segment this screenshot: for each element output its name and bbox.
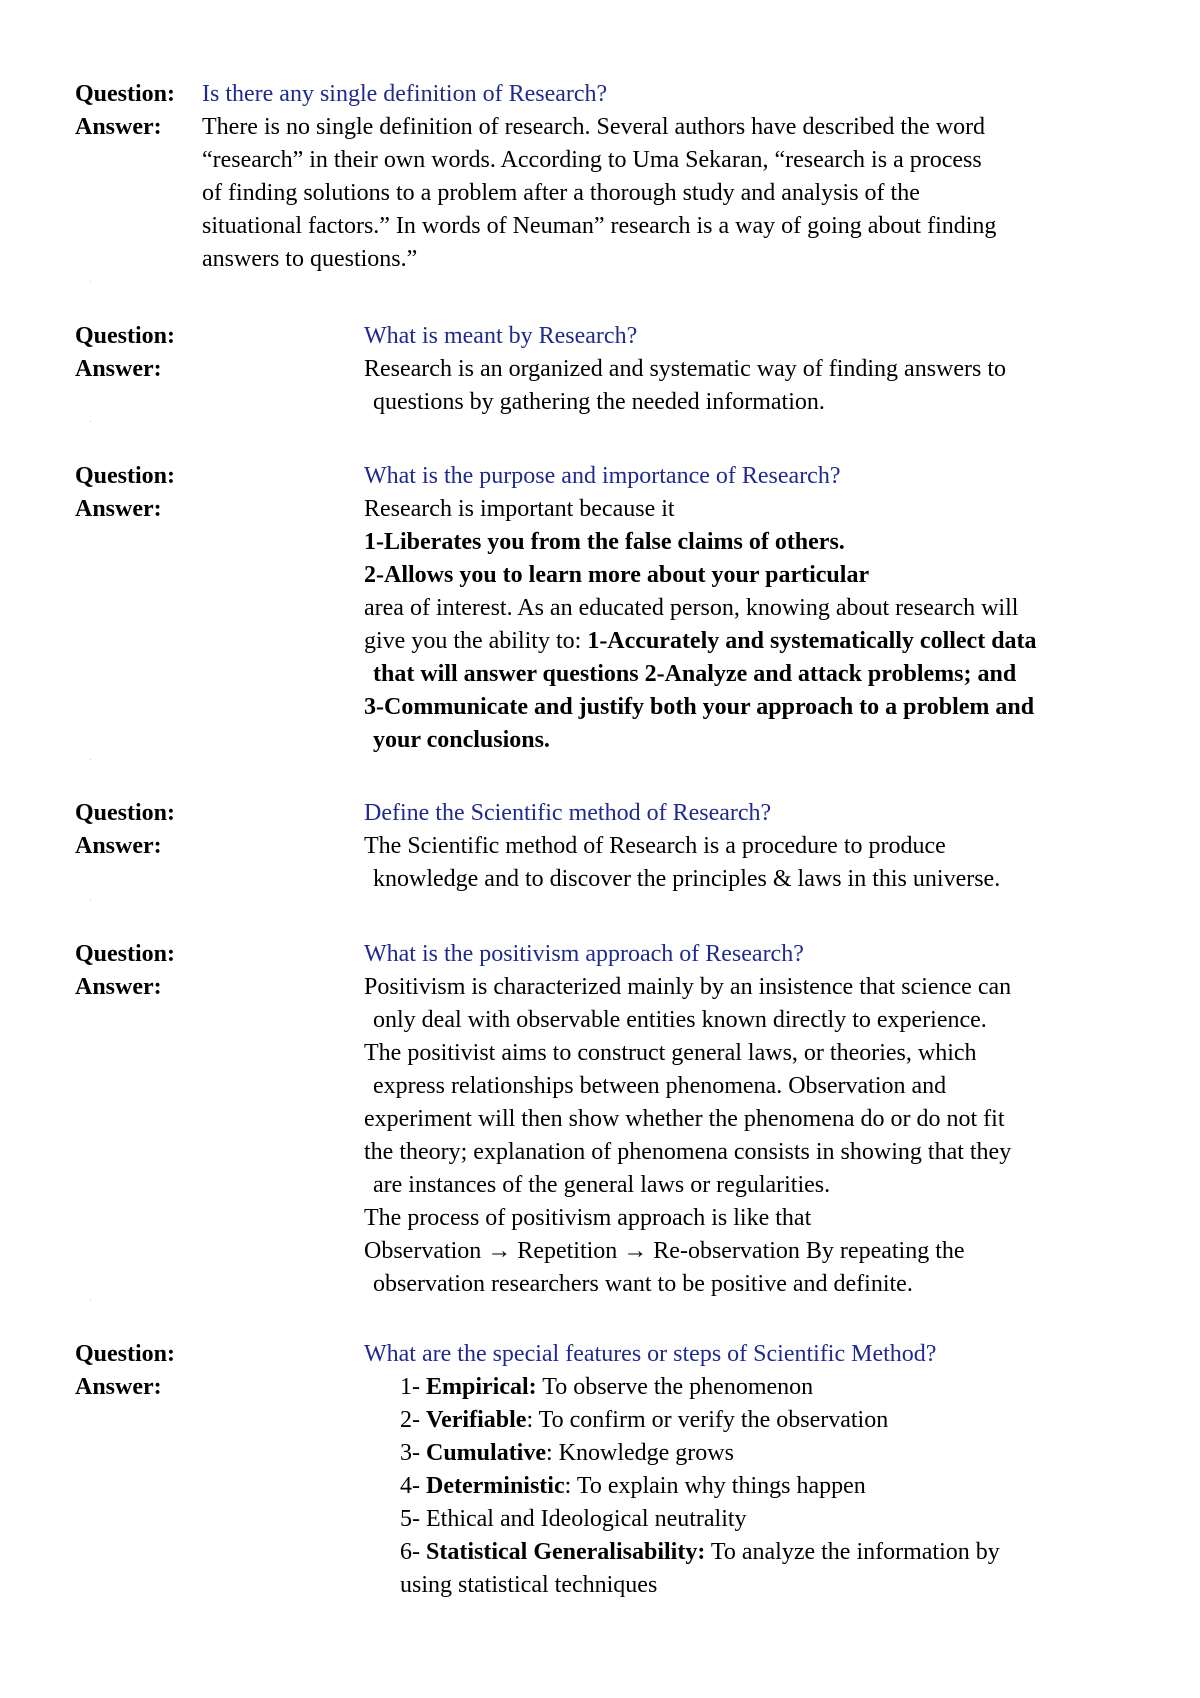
answer-line: area of interest. As an educated person, knowing about research will bbox=[364, 595, 1019, 621]
step-desc: : To explain why things happen bbox=[564, 1473, 866, 1499]
step-number: 2- bbox=[400, 1407, 426, 1433]
qa-block-5 bbox=[75, 938, 1185, 1301]
qa-block-3 bbox=[75, 460, 1185, 757]
question-label: Question: bbox=[75, 463, 176, 489]
qa-block-6 bbox=[75, 1338, 1185, 1602]
qa-block-4 bbox=[75, 797, 1185, 896]
answer-line: of finding solutions to a problem after a thorough study and analysis of the bbox=[202, 180, 920, 206]
steps-list bbox=[364, 1371, 1185, 1602]
answer-line-bold: 1-Accurately and systematically collect data bbox=[587, 628, 1037, 654]
question-label: Question: bbox=[75, 1341, 176, 1367]
question-label: Question: bbox=[75, 800, 176, 826]
answer-line: Research is important because it bbox=[364, 496, 675, 522]
answer-line: Observation → Repetition → Re-observation By repeating the bbox=[364, 1238, 965, 1264]
question-text: What is the positivism approach of Research? bbox=[364, 941, 804, 967]
answer-line: are instances of the general laws or regularities. bbox=[373, 1172, 831, 1198]
answer-line: the theory; explanation of phenomena consists in showing that they bbox=[364, 1139, 1012, 1165]
answer-line: Research is an organized and systematic way of finding answers to bbox=[364, 356, 1007, 382]
answer-line: situational factors.” In words of Neuman” research is a way of going about finding bbox=[202, 213, 997, 239]
step-number: 3- bbox=[400, 1440, 426, 1466]
answer-body bbox=[364, 830, 1185, 896]
divider-mark bbox=[90, 281, 91, 282]
divider-mark bbox=[90, 759, 91, 760]
step-desc: Ethical and Ideological neutrality bbox=[426, 1506, 747, 1532]
step-number: 1- bbox=[400, 1374, 426, 1400]
step-item bbox=[400, 1536, 1185, 1569]
step-desc: : To confirm or verify the observation bbox=[526, 1407, 889, 1433]
step-item bbox=[400, 1371, 1185, 1404]
qa-block-2 bbox=[75, 320, 1185, 419]
step-item bbox=[400, 1503, 1185, 1536]
step-number: 5- bbox=[400, 1506, 426, 1532]
step-desc: : Knowledge grows bbox=[546, 1440, 734, 1466]
qa-block-1 bbox=[75, 78, 1185, 276]
divider-mark bbox=[90, 900, 91, 901]
question-text: Is there any single definition of Research? bbox=[202, 81, 608, 107]
step-number: 4- bbox=[400, 1473, 426, 1499]
question-text: What is the purpose and importance of Research? bbox=[364, 463, 841, 489]
question-text: What is meant by Research? bbox=[364, 323, 638, 349]
answer-line: express relationships between phenomena. Observation and bbox=[373, 1073, 947, 1099]
divider-mark bbox=[90, 1300, 91, 1301]
answer-line: questions by gathering the needed information. bbox=[373, 389, 825, 415]
step-desc: To analyze the information by bbox=[705, 1539, 1000, 1565]
answer-line: The process of positivism approach is like that bbox=[364, 1205, 812, 1231]
step-term: Deterministic bbox=[426, 1473, 565, 1499]
answer-line: “research” in their own words. According to Uma Sekaran, “research is a process bbox=[202, 147, 982, 173]
answer-line: answers to questions.” bbox=[202, 246, 418, 272]
answer-line-bold: 3-Communicate and justify both your approach to a problem and bbox=[364, 694, 1035, 720]
step-term: Statistical Generalisability: bbox=[426, 1539, 706, 1565]
step-term: Empirical: bbox=[426, 1374, 537, 1400]
answer-label: Answer: bbox=[75, 356, 162, 382]
answer-body bbox=[202, 111, 1185, 276]
question-text: What are the special features or steps of Scientific Method? bbox=[364, 1341, 937, 1367]
answer-line: The positivist aims to construct general laws, or theories, which bbox=[364, 1040, 977, 1066]
answer-line: give you the ability to: bbox=[364, 628, 588, 654]
step-item bbox=[400, 1404, 1185, 1437]
answer-label: Answer: bbox=[75, 974, 162, 1000]
answer-line-bold: your conclusions. bbox=[373, 727, 550, 753]
answer-label: Answer: bbox=[75, 114, 162, 140]
step-continuation: using statistical techniques bbox=[400, 1572, 658, 1598]
answer-line-bold: 1-Liberates you from the false claims of others. bbox=[364, 529, 845, 555]
step-item bbox=[400, 1470, 1185, 1503]
answer-line: The Scientific method of Research is a procedure to produce bbox=[364, 833, 946, 859]
answer-label: Answer: bbox=[75, 496, 162, 522]
question-label: Question: bbox=[75, 81, 176, 107]
answer-body bbox=[364, 971, 1185, 1301]
question-label: Question: bbox=[75, 941, 176, 967]
answer-label: Answer: bbox=[75, 1374, 162, 1400]
answer-line-bold: 2-Allows you to learn more about your particular bbox=[364, 562, 870, 588]
answer-body bbox=[364, 493, 1185, 757]
answer-body bbox=[364, 353, 1185, 419]
question-text: Define the Scientific method of Research? bbox=[364, 800, 772, 826]
answer-line: There is no single definition of research. Several authors have described the word bbox=[202, 114, 986, 140]
answer-line-bold: that will answer questions 2-Analyze and attack problems; and bbox=[373, 661, 1017, 687]
step-term: Cumulative bbox=[426, 1440, 546, 1466]
step-term: Verifiable bbox=[426, 1407, 527, 1433]
answer-line: observation researchers want to be positive and definite. bbox=[373, 1271, 913, 1297]
answer-line: knowledge and to discover the principles & laws in this universe. bbox=[373, 866, 1001, 892]
question-label: Question: bbox=[75, 323, 176, 349]
step-item bbox=[400, 1437, 1185, 1470]
answer-line: only deal with observable entities known directly to experience. bbox=[373, 1007, 987, 1033]
step-number: 6- bbox=[400, 1539, 426, 1565]
divider-mark bbox=[90, 421, 91, 422]
step-desc: To observe the phenomenon bbox=[536, 1374, 814, 1400]
answer-line: Positivism is characterized mainly by an insistence that science can bbox=[364, 974, 1012, 1000]
answer-line: experiment will then show whether the phenomena do or do not fit bbox=[364, 1106, 1005, 1132]
answer-label: Answer: bbox=[75, 833, 162, 859]
